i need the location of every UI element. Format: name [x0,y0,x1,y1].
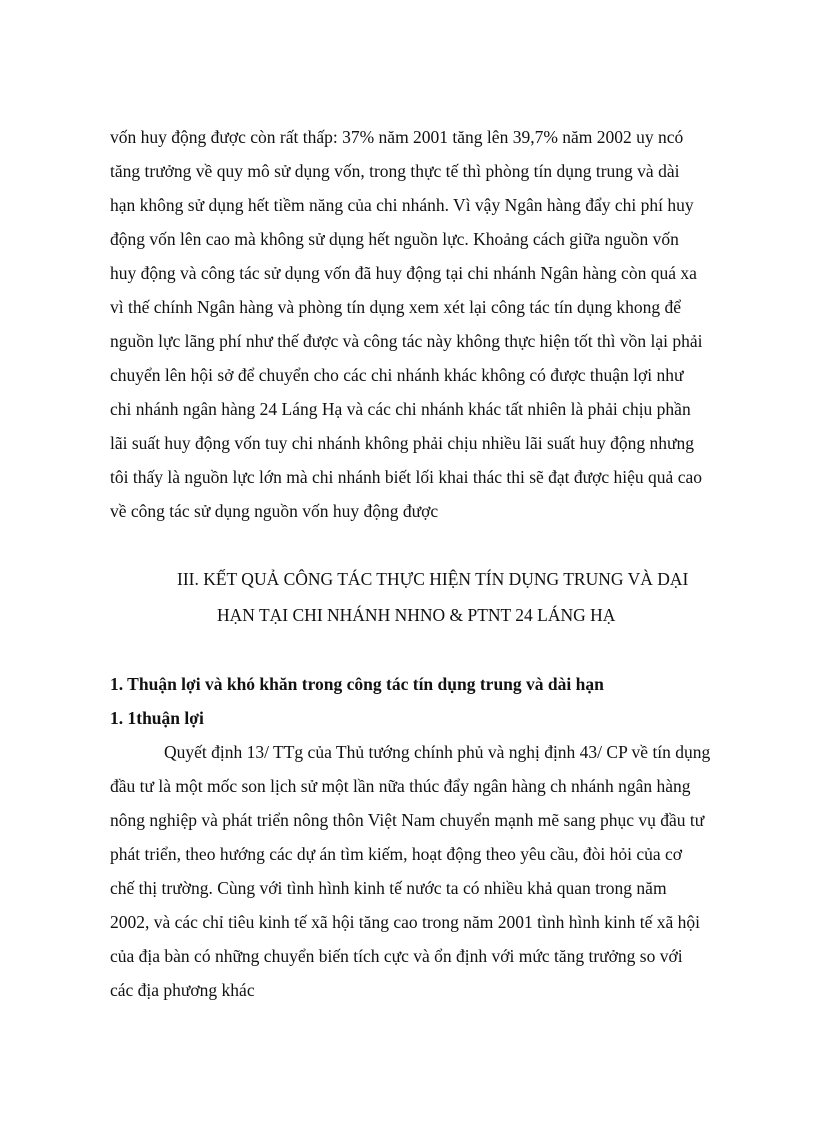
section-heading-line-2: HẠN TẠI CHI NHÁNH NHNO & PTNT 24 LÁNG HẠ [217,605,616,625]
subheading-difficulties: 1. Thuận lợi và khó khăn trong công tác tín dụng trung và dài hạn [110,674,604,694]
paragraph-1-line: tôi thấy là nguồn lực lớn mà chi nhánh biết lối khai thác thi sẽ đạt được hiệu quả cao [110,467,702,487]
paragraph-2-line: của địa bàn có những chuyển biến tích cực và ổn định với mức tăng trưởng so với [110,946,683,966]
paragraph-1-line: tăng trưởng về quy mô sử dụng vốn, trong thực tế thì phòng tín dụng trung và dài [110,161,680,181]
paragraph-2-line: chế thị trường. Cùng với tình hình kinh tế nước ta có nhiều khả quan trong năm [110,878,667,898]
paragraph-1-line: huy động và công tác sử dụng vốn đã huy động tại chi nhánh Ngân hàng còn quá xa [110,263,697,283]
paragraph-2-line: nông nghiệp và phát triển nông thôn Việt Nam chuyển mạnh mẽ sang phục vụ đầu tư [110,810,705,830]
paragraph-1-line: về công tác sử dụng nguồn vốn huy động được [110,501,439,521]
paragraph-2-line: các địa phương khác [110,980,255,1000]
paragraph-1-line: lãi suất huy động vốn tuy chi nhánh không phải chịu nhiều lãi suất huy động nhưng [110,433,694,453]
paragraph-2-line: đầu tư là một mốc son lịch sử một lần nữa thúc đẩy ngân hàng ch nhánh ngân hàng [110,776,691,796]
paragraph-2-line: 2002, và các chỉ tiêu kinh tế xã hội tăng cao trong năm 2001 tình hình kinh tế xã hội [110,912,701,932]
section-heading-line-1: III. KẾT QUẢ CÔNG TÁC THỰC HIỆN TÍN DỤNG TRUNG VÀ DẠI [177,569,689,589]
paragraph-2-line: phát triển, theo hướng các dự án tìm kiếm, hoạt động theo yêu cầu, đòi hỏi của cơ [110,844,683,864]
paragraph-1-line: chuyển lên hội sở để chuyển cho các chi nhánh khác không có được thuận lợi như [110,365,684,385]
paragraph-1-line: hạn không sử dụng hết tiềm năng của chi nhánh. Vì vậy Ngân hàng đẩy chi phí huy [110,195,694,215]
paragraph-1-line: nguồn lực lãng phí như thế được và công tác này không thực hiện tốt thì vồn lại phải [110,331,703,351]
paragraph-1-line: chi nhánh ngân hàng 24 Láng Hạ và các chi nhánh khác tất nhiên là phải chịu phần [110,399,691,419]
subheading-advantages: 1. 1thuận lợi [110,708,204,728]
paragraph-1-line: vốn huy động được còn rất thấp: 37% năm 2001 tăng lên 39,7% năm 2002 uy ncó [110,127,684,147]
paragraph-2-line: Quyết định 13/ TTg của Thủ tướng chính phủ và nghị định 43/ CP về tín dụng [164,742,711,762]
paragraph-1-line: vì thế chính Ngân hàng và phòng tín dụng xem xét lại công tác tín dụng khong để [110,297,682,317]
paragraph-1-line: động vốn lên cao mà không sử dụng hết nguồn lực. Khoảng cách giữa nguồn vốn [110,229,679,249]
